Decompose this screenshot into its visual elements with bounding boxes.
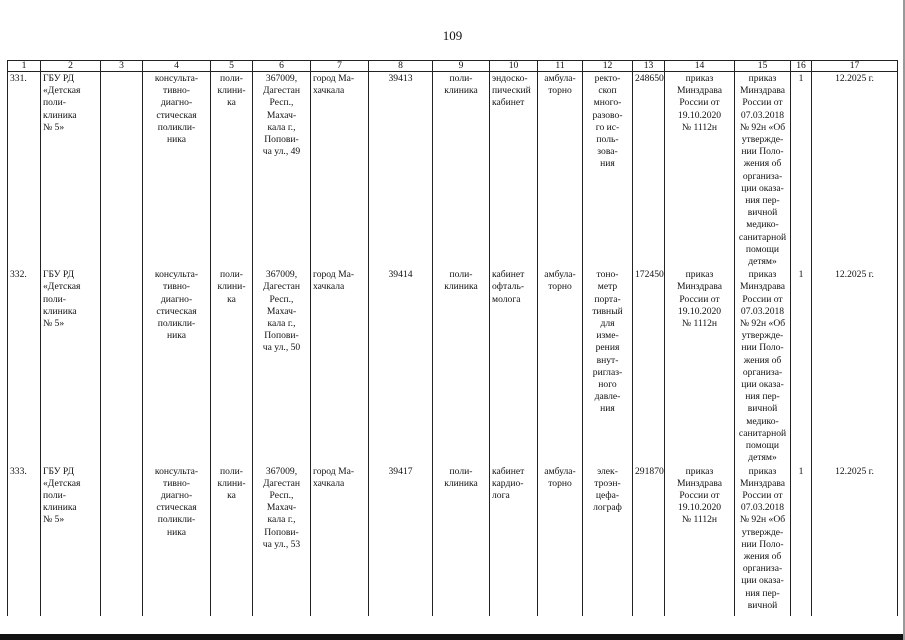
cell-col3 [101,268,143,464]
order-cell: приказ Минздрава России от 19.10.2020 № 1112н [665,465,735,616]
care-mode-cell: амбула- торно [538,465,583,616]
row-number: 332. [8,268,41,464]
unit-cell: поли- клиника [433,72,490,269]
regulation-cell: приказ Минздрава России от 07.03.2018 № 92н «Об утвержде- нии Поло- жения об организа- ции оказа- ния пер- вичной [735,465,791,616]
organization-cell: ГБУ РД «Детская поли- клиника № 5» [41,268,101,464]
cell-col3 [101,465,143,616]
quantity-cell: 1 [791,72,812,269]
col-header: 10 [490,61,538,72]
address-cell: 367009, Дагестан Респ., Махач- кала г., Попови- ча ул., 53 [253,465,311,616]
table-row [8,465,898,616]
unit-cell: поли- клиника [433,465,490,616]
table-row [8,268,898,464]
city-cell: город Ма- хачкала [311,465,369,616]
order-cell: приказ Минздрава России от 19.10.2020 № 1112н [665,268,735,464]
equipment-table [7,60,898,616]
equipment-code-cell: 291870 [633,465,665,616]
code-cell: 39413 [369,72,433,269]
city-cell: город Ма- хачкала [311,268,369,464]
quantity-cell: 1 [791,465,812,616]
city-cell: город Ма- хачкала [311,72,369,269]
subdivision-cell: поли- клини- ка [211,465,253,616]
code-cell: 39414 [369,268,433,464]
quantity-cell: 1 [791,268,812,464]
date-cell: 12.2025 г. [812,72,898,269]
col-header: 16 [791,61,812,72]
col-header: 2 [41,61,101,72]
col-header: 1 [8,61,41,72]
cabinet-cell: эндоско- пический кабинет [490,72,538,269]
equipment-cell: ректо- скоп много- разово- го ис- поль- зова- ния [583,72,633,269]
date-cell: 12.2025 г. [812,465,898,616]
col-header: 6 [253,61,311,72]
col-header: 12 [583,61,633,72]
column-number-row [8,61,898,72]
col-header: 14 [665,61,735,72]
col-header: 13 [633,61,665,72]
organization-cell: ГБУ РД «Детская поли- клиника № 5» [41,72,101,269]
unit-cell: поли- клиника [433,268,490,464]
equipment-code-cell: 248650 [633,72,665,269]
organization-cell: ГБУ РД «Детская поли- клиника № 5» [41,465,101,616]
cell-col3 [101,72,143,269]
subdivision-cell: поли- клини- ка [211,268,253,464]
row-number: 331. [8,72,41,269]
col-header: 9 [433,61,490,72]
order-cell: приказ Минздрава России от 19.10.2020 № 1112н [665,72,735,269]
address-cell: 367009, Дагестан Респ., Махач- кала г., Попови- ча ул., 50 [253,268,311,464]
care-mode-cell: амбула- торно [538,72,583,269]
facility-type-cell: консульта- тивно- диагно- стическая поликли- ника [143,268,211,464]
subdivision-cell: поли- клини- ка [211,72,253,269]
regulation-cell: приказ Минздрава России от 07.03.2018 № 92н «Об утвержде- нии Поло- жения об организа- ции оказа- ния пер- вичной медико- санитарной помощи детям» [735,268,791,464]
care-mode-cell: амбула- торно [538,268,583,464]
col-header: 15 [735,61,791,72]
col-header: 8 [369,61,433,72]
equipment-cell: элек- троэн- цефа- лограф [583,465,633,616]
col-header: 7 [311,61,369,72]
facility-type-cell: консульта- тивно- диагно- стическая поликли- ника [143,465,211,616]
col-header: 17 [812,61,898,72]
col-header: 5 [211,61,253,72]
row-number: 333. [8,465,41,616]
scan-bottom-edge [0,634,905,640]
col-header: 3 [101,61,143,72]
table-row [8,72,898,269]
col-header: 11 [538,61,583,72]
code-cell: 39417 [369,465,433,616]
cabinet-cell: кабинет офталь- молога [490,268,538,464]
equipment-cell: тоно- метр порта- тивный для изме- рения внут- риглаз- ного давле- ния [583,268,633,464]
page-number: 109 [442,28,463,43]
facility-type-cell: консульта- тивно- диагно- стическая поликли- ника [143,72,211,269]
date-cell: 12.2025 г. [812,268,898,464]
cabinet-cell: кабинет кардио- лога [490,465,538,616]
regulation-cell: приказ Минздрава России от 07.03.2018 № 92н «Об утвержде- нии Поло- жения об организа- ции оказа- ния пер- вичной медико- санитарной помощи детям» [735,72,791,269]
address-cell: 367009, Дагестан Респ., Махач- кала г., Попови- ча ул., 49 [253,72,311,269]
col-header: 4 [143,61,211,72]
equipment-code-cell: 172450 [633,268,665,464]
